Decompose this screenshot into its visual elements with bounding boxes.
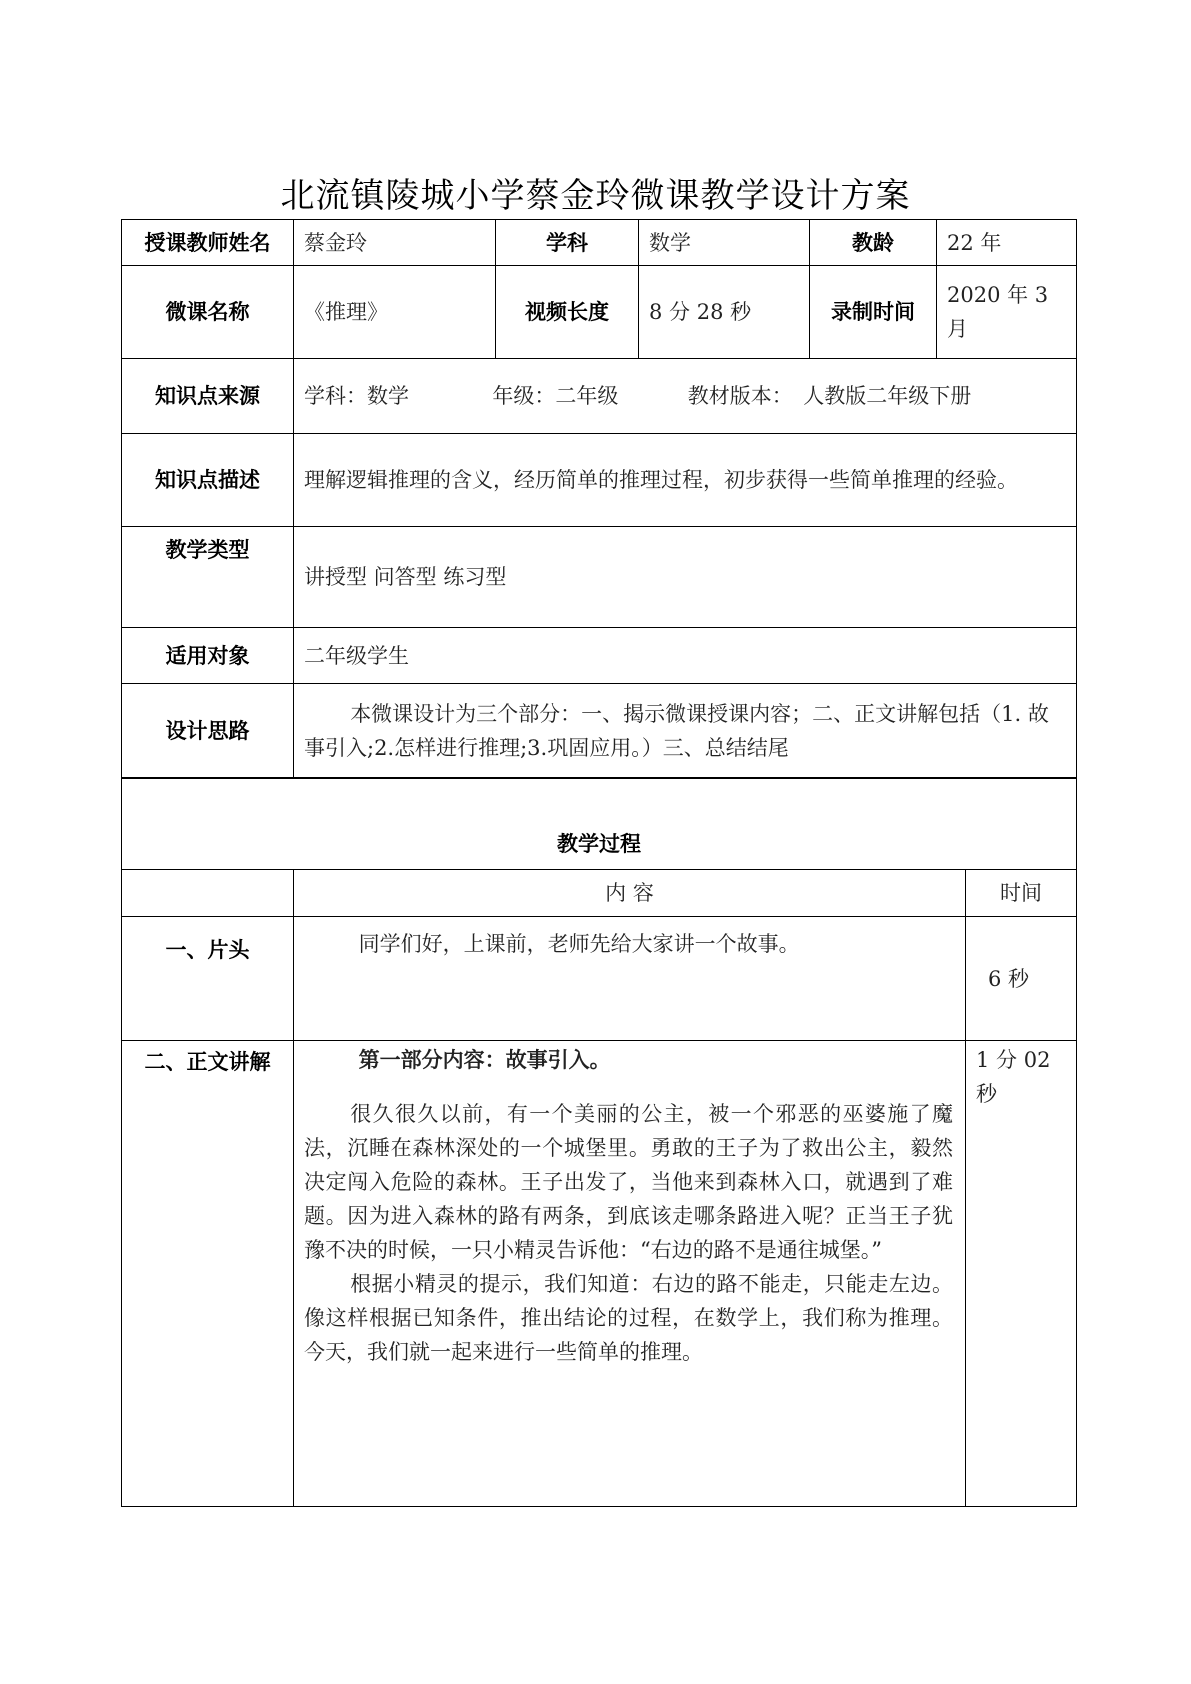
section-intro-content [294, 917, 966, 1041]
design-label: 设计思路 [122, 684, 294, 779]
duration-label: 视频长度 [496, 266, 639, 359]
record-value: 2020 年 3 月 [937, 266, 1077, 359]
teacher-label: 授课教师姓名 [122, 220, 294, 266]
col-content-header: 内 容 [294, 870, 966, 917]
audience-value: 二年级学生 [294, 628, 1077, 684]
subject-label: 学科 [496, 220, 639, 266]
teacher-value: 蔡金玲 [294, 220, 496, 266]
section-main-content [294, 1041, 966, 1507]
reasoning-paragraph: 根据小精灵的提示，我们知道：右边的路不能走，只能走左边。像这样根据已知条件，推出结论的过程，在数学上，我们称为推理。今天，我们就一起来进行一些简单的推理。 [304, 1272, 953, 1364]
course-label: 微课名称 [122, 266, 294, 359]
years-value: 22 年 [937, 220, 1077, 266]
main-subheading: 第一部分内容：故事引入。 [358, 1048, 611, 1072]
section-main-time: 1 分 02 秒 [966, 1041, 1077, 1507]
course-value: 《推理》 [294, 266, 496, 359]
duration-value: 8 分 28 秒 [639, 266, 810, 359]
source-subject: 学科：数学 [304, 384, 409, 408]
type-label: 教学类型 [122, 527, 294, 628]
intro-text: 同学们好，上课前，老师先给大家讲一个故事。 [358, 932, 800, 956]
source-value [294, 359, 1077, 434]
source-edition: 教材版本： 人教版二年级下册 [687, 384, 972, 408]
source-label: 知识点来源 [122, 359, 294, 434]
section-intro-time: 6 秒 [966, 917, 1077, 1041]
section-intro-label: 一、片头 [122, 917, 294, 1041]
design-value [294, 684, 1077, 779]
record-label: 录制时间 [810, 266, 937, 359]
desc-label: 知识点描述 [122, 434, 294, 527]
process-heading: 教学过程 [122, 778, 1077, 870]
type-value: 讲授型 问答型 练习型 [294, 527, 1077, 628]
audience-label: 适用对象 [122, 628, 294, 684]
story-paragraph: 很久很久以前，有一个美丽的公主，被一个邪恶的巫婆施了魔法，沉睡在森林深处的一个城堡里。勇敢的王子为了救出公主，毅然决定闯入危险的森林。王子出发了，当他来到森林入口，就遇到了难题。因为进入森林的路有两条，到底该走哪条路进入呢？正当王子犹豫不决的时候，一只小精灵告诉他：“右边的路不是通往城堡。” [304, 1102, 953, 1262]
section-main-label: 二、正文讲解 [122, 1041, 294, 1507]
col-time-header: 时间 [966, 870, 1077, 917]
design-text: 本微课设计为三个部分：一、揭示微课授课内容；二、正文讲解包括（1. 故事引入;2.怎样进行推理;3.巩固应用。）三、总结结尾 [304, 702, 1049, 760]
process-table [121, 777, 1077, 1507]
header-empty-cell [122, 870, 294, 917]
subject-value: 数学 [639, 220, 810, 266]
info-table [121, 219, 1077, 779]
years-label: 教龄 [810, 220, 937, 266]
page-title: 北流镇陵城小学蔡金玲微课教学设计方案 [280, 176, 911, 216]
source-grade: 年级：二年级 [492, 384, 619, 408]
desc-value: 理解逻辑推理的含义，经历简单的推理过程，初步获得一些简单推理的经验。 [294, 434, 1077, 527]
